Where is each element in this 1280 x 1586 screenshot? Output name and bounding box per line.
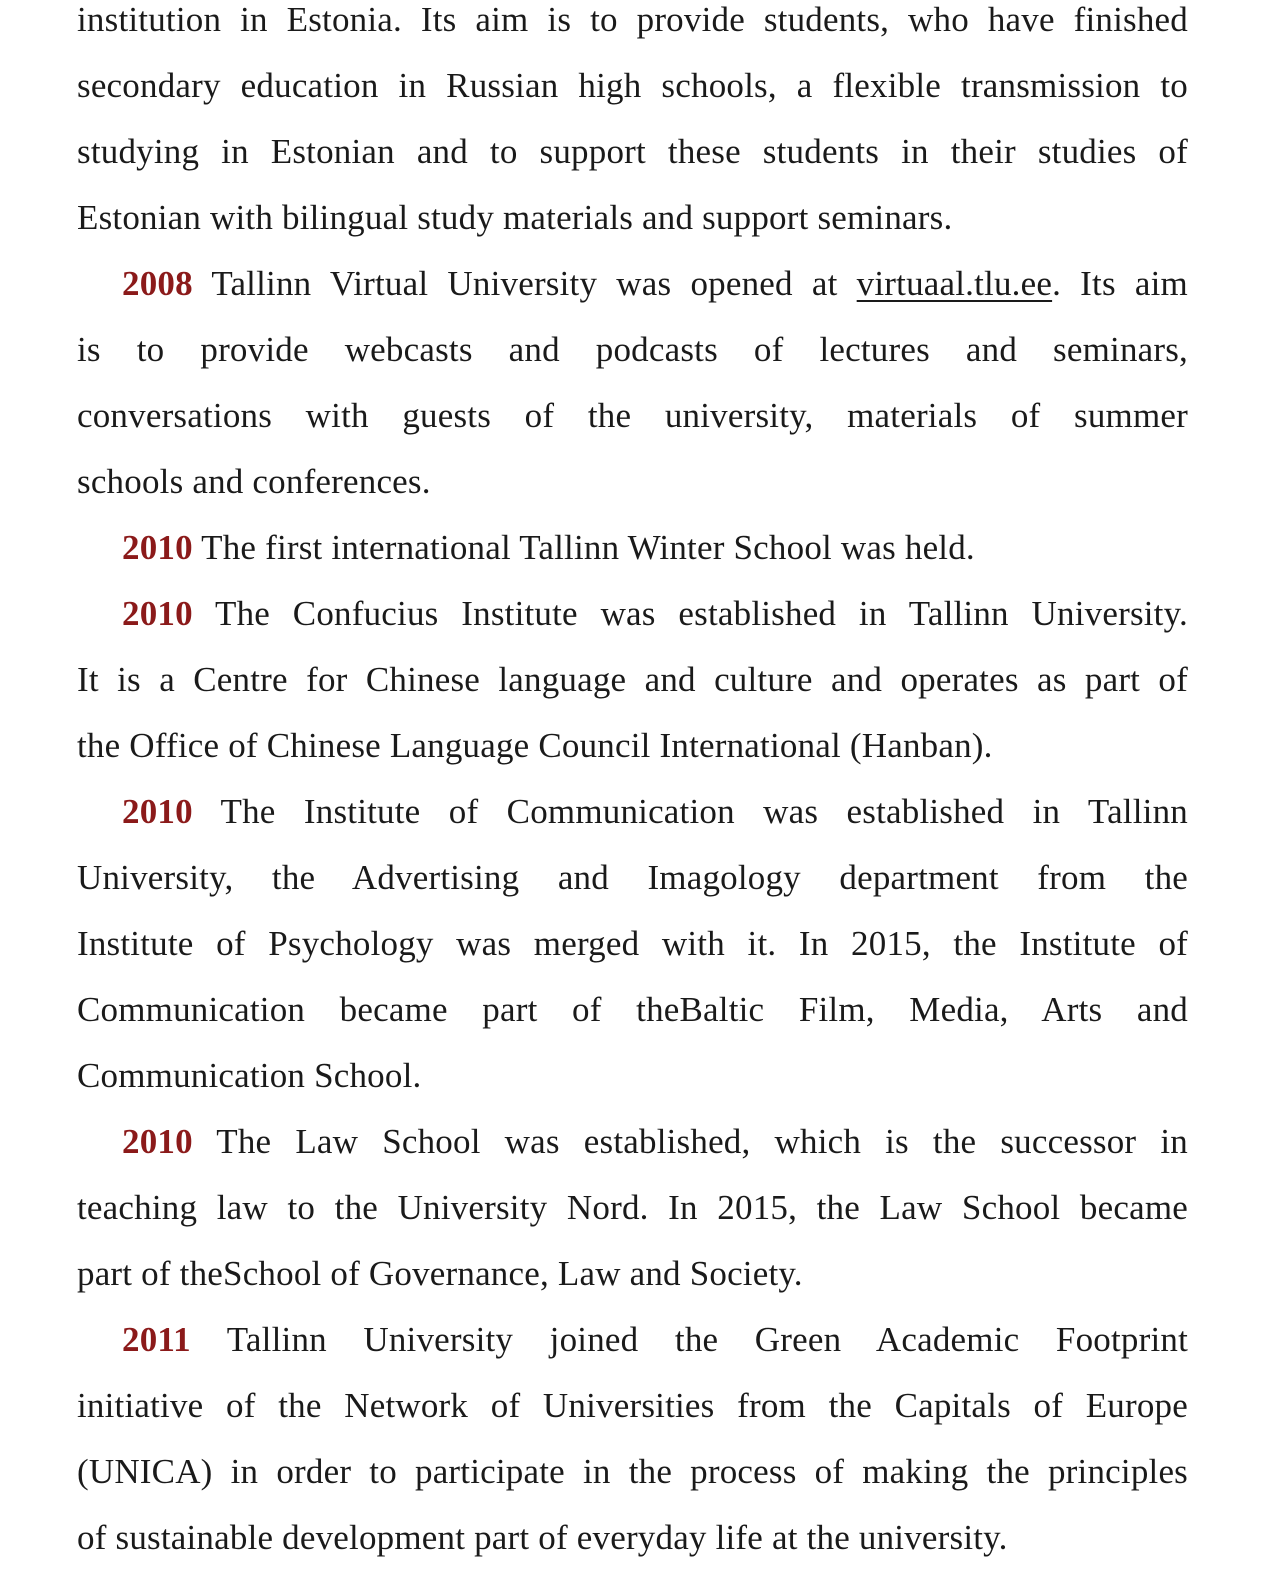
virtual-university-link[interactable]: virtuaal.tlu.ee	[856, 264, 1053, 303]
entry-first-line	[122, 1320, 1188, 1386]
text-line: Institute of Psychology was merged with it. In 2015, the Institute of	[77, 924, 1188, 963]
entry-year: 2010	[122, 792, 193, 831]
text-line: teaching law to the University Nord. In 2015, the Law School became	[77, 1188, 1188, 1227]
text-line: It is a Centre for Chinese language and culture and operates as part of	[77, 660, 1188, 699]
text-line: Communication became part of theBaltic Film, Media, Arts and	[77, 990, 1188, 1029]
entry-first-line	[122, 1122, 1188, 1188]
entry-first-line	[122, 594, 1188, 660]
entry-text: Tallinn Virtual University was opened at	[211, 264, 838, 303]
text-line: of sustainable development part of everyday life at the university.	[77, 1518, 1008, 1557]
entry-text: The Confucius Institute was established in Tallinn University.	[214, 594, 1188, 633]
text-line: is to provide webcasts and podcasts of lectures and seminars,	[77, 330, 1188, 369]
entry-year: 2010	[122, 1122, 193, 1161]
text-line: initiative of the Network of Universities from the Capitals of Europe	[77, 1386, 1188, 1425]
text-line: institution in Estonia. Its aim is to provide students, who have finished	[77, 0, 1188, 39]
entry-text: The Law School was established, which is the successor in	[216, 1122, 1188, 1161]
text-line: University, the Advertising and Imagology department from the	[77, 858, 1188, 897]
text-line: Communication School.	[77, 1056, 422, 1095]
text-line: part of theSchool of Governance, Law and Society.	[77, 1254, 803, 1293]
entry-year: 2010	[122, 594, 193, 633]
entry-year: 2011	[122, 1320, 191, 1359]
entry-year: 2010	[122, 528, 193, 567]
entry-text: The Institute of Communication was established in Tallinn	[220, 792, 1188, 831]
text-line: conversations with guests of the university, materials of summer	[77, 396, 1188, 435]
text-line: the Office of Chinese Language Council International (Hanban).	[77, 726, 993, 765]
entry-text: The first international Tallinn Winter School was held.	[201, 528, 975, 567]
text-line: secondary education in Russian high schools, a flexible transmission to	[77, 66, 1188, 105]
entry-text: . Its aim	[1052, 264, 1188, 303]
text-line: Estonian with bilingual study materials and support seminars.	[77, 198, 953, 237]
text-line: (UNICA) in order to participate in the process of making the principles	[77, 1452, 1188, 1491]
text-line: schools and conferences.	[77, 462, 431, 501]
entry-first-line	[122, 792, 1188, 858]
entry-first-line	[122, 528, 1188, 594]
entry-text: Tallinn University joined the Green Academic Footprint	[226, 1320, 1188, 1359]
entry-first-line	[122, 264, 1188, 330]
text-line: studying in Estonian and to support these students in their studies of	[77, 132, 1188, 171]
entry-year: 2008	[122, 264, 193, 303]
